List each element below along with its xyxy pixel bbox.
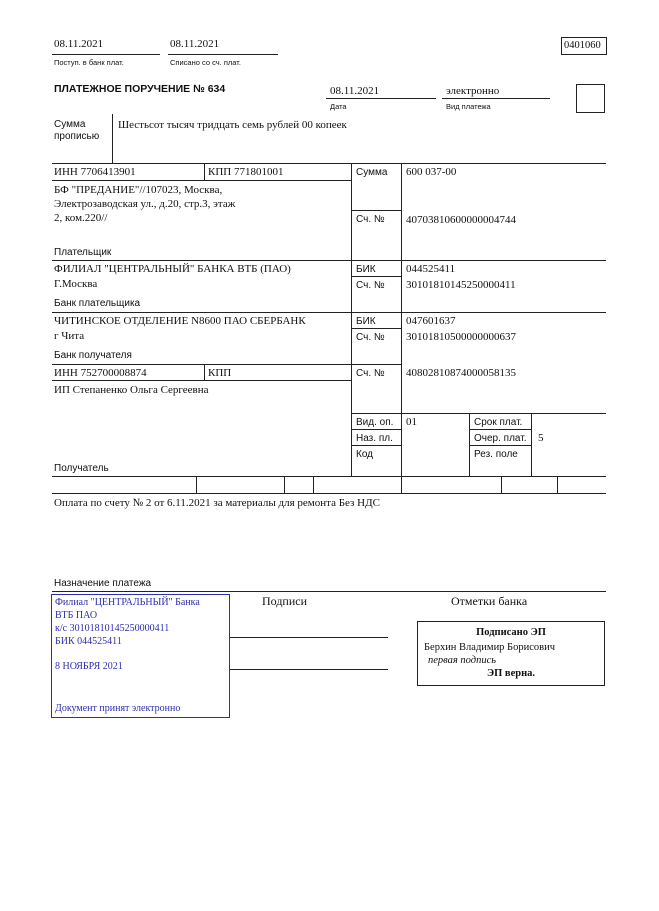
amount-words-label-2: прописью: [54, 131, 100, 142]
recipient-label: Получатель: [54, 463, 109, 474]
recipient-kpp: КПП: [208, 367, 232, 379]
rez-label: Рез. поле: [474, 449, 518, 460]
ocher-label: Очер. плат.: [474, 433, 527, 444]
vid-op-value: 01: [406, 416, 417, 428]
stamp-line-3: к/с 30101810145250000411: [55, 623, 170, 634]
recipient-account-label: Сч. №: [356, 368, 385, 379]
payment-type: электронно: [446, 85, 500, 97]
naz-pl-label: Наз. пл.: [356, 433, 393, 444]
kod-label: Код: [356, 449, 374, 460]
payer-bank-bik-value: 044525411: [406, 263, 456, 275]
recipient-bank-bik-value: 047601637: [406, 315, 456, 327]
srok-label: Срок плат.: [474, 417, 523, 428]
payer-bank-account-value: 30101810145250000411: [406, 279, 516, 291]
payer-name-line-3: 2, ком.220//: [54, 212, 108, 224]
esign-status: ЭП верна.: [486, 668, 535, 679]
recipient-bank-account-label: Сч. №: [356, 332, 385, 343]
payer-bank-account-label: Сч. №: [356, 280, 385, 291]
signatures-label: Подписи: [262, 594, 308, 608]
payer-bank-name: ФИЛИАЛ "ЦЕНТРАЛЬНЫЙ" БАНКА ВТБ (ПАО): [54, 263, 291, 275]
payer-bank-bik-label: БИК: [356, 264, 376, 275]
stamp-line-4: БИК 044525411: [55, 636, 122, 647]
date-received-label: Поступ. в банк плат.: [54, 58, 124, 67]
sum-value: 600 037-00: [406, 166, 457, 178]
purpose-label: Назначение платежа: [54, 578, 152, 589]
recipient-bank-city: г Чита: [54, 330, 85, 342]
payer-kpp: КПП 771801001: [208, 166, 284, 178]
ocher-value: 5: [538, 432, 544, 444]
sum-label: Сумма: [356, 167, 388, 178]
recipient-account-value: 40802810874000058135: [406, 367, 516, 379]
payer-inn: ИНН 7706413901: [54, 166, 136, 178]
stamp-date: 8 НОЯБРЯ 2021: [55, 661, 123, 672]
document-date: 08.11.2021: [330, 85, 380, 97]
bank-marks-label: Отметки банка: [451, 594, 528, 608]
recipient-bank-bik-label: БИК: [356, 316, 376, 327]
recipient-bank-label: Банк получателя: [54, 350, 132, 361]
payer-name-line-2: Электрозаводская ул., д.20, стр.3, этаж: [54, 198, 236, 210]
stamp-line-1: Филиал "ЦЕНТРАЛЬНЫЙ" Банка: [55, 597, 200, 608]
payment-type-label: Вид платежа: [446, 102, 491, 111]
recipient-inn: ИНН 752700008874: [54, 367, 147, 379]
date-debited: 08.11.2021: [170, 38, 220, 50]
status-box: [576, 84, 605, 113]
payer-bank-label: Банк плательщика: [54, 298, 141, 309]
stamp-line-2: ВТБ ПАО: [55, 610, 98, 621]
payer-account-label: Сч. №: [356, 214, 385, 225]
recipient-bank-account-value: 30101810500000000637: [406, 331, 516, 343]
date-debited-label: Списано со сч. плат.: [170, 58, 241, 67]
stamp-footer: Документ принят электронно: [55, 703, 181, 714]
payer-bank-city: Г.Москва: [54, 278, 98, 290]
esign-role: первая подпись: [428, 655, 497, 666]
document-title: ПЛАТЕЖНОЕ ПОРУЧЕНИЕ № 634: [54, 83, 226, 95]
payer-label: Плательщик: [54, 247, 112, 258]
vid-op-label: Вид. оп.: [356, 417, 394, 428]
amount-words-label-1: Сумма: [54, 119, 86, 130]
purpose-text: Оплата по счету № 2 от 6.11.2021 за материалы для ремонта Без НДС: [54, 497, 380, 509]
date-received: 08.11.2021: [54, 38, 104, 50]
payer-name-line-1: БФ "ПРЕДАНИЕ"//107023, Москва,: [54, 184, 223, 196]
form-code: 0401060: [564, 40, 601, 51]
document-date-label: Дата: [330, 102, 347, 111]
esign-name: Берхин Владимир Борисович: [424, 642, 555, 653]
recipient-bank-name: ЧИТИНСКОЕ ОТДЕЛЕНИЕ N8600 ПАО СБЕРБАНК: [54, 315, 306, 327]
recipient-name: ИП Степаненко Ольга Сергеевна: [54, 384, 209, 396]
bank-stamp: [51, 594, 230, 718]
esign-box: [417, 621, 605, 686]
payer-account-value: 40703810600000004744: [406, 214, 516, 226]
esign-title: Подписано ЭП: [476, 627, 546, 638]
amount-words-value: Шестьсот тысяч тридцать семь рублей 00 копеек: [118, 119, 347, 131]
